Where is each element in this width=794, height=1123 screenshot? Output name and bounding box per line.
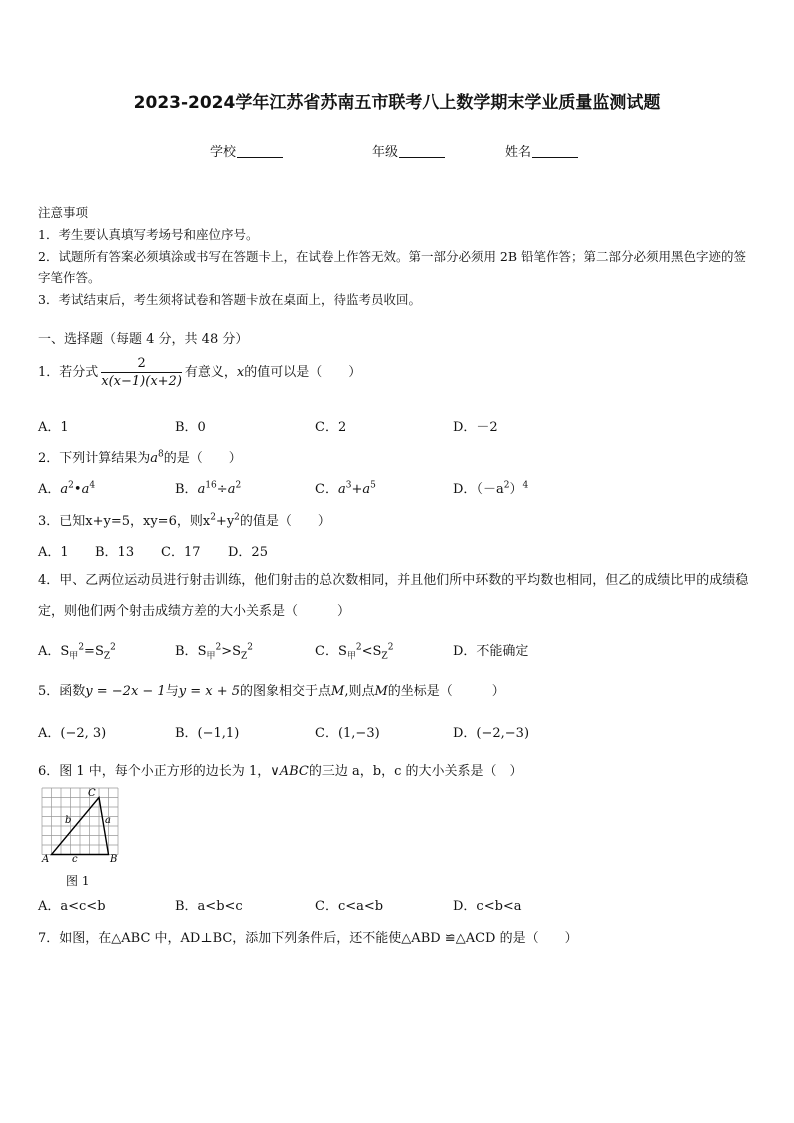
note-item: 2．试题所有答案必须填涂或书写在答题卡上，在试卷上作答无效。第一部分必须用 2B 铅笔作答；第二部分必须用黑色字迹的签字笔作答。 (38, 248, 747, 285)
page-title: 2023-2024学年江苏省苏南五市联考八上数学期末学业质量监测试题 (133, 93, 661, 113)
option-d[interactable]: D．不能确定 (453, 644, 529, 659)
figure-caption: 图 1 (66, 874, 90, 888)
option-d[interactable]: D．－2 (453, 420, 498, 435)
label-A: A (42, 854, 50, 865)
question-7: 7．如图，在△ABC 中，AD⊥BC，添加下列条件后，还不能使△ABD ≌△ACD 的是（ ） (38, 931, 578, 946)
note-item: 3．考试结束后，考生须将试卷和答题卡放在桌面上，待监考员收回。 (38, 291, 421, 307)
question-3: 3．已知x+y=5，xy=6，则$x^2+y^2$的值是（ ） (38, 512, 331, 529)
option-b[interactable]: B．$a^{16}\div a^2$ (175, 480, 242, 497)
option-a[interactable]: A．$a^2•a^4$ (38, 480, 96, 497)
option-c[interactable]: C．2 (315, 420, 347, 435)
option-a[interactable]: A．1 (38, 545, 69, 560)
option-c[interactable]: C．$a^3+a^5$ (315, 480, 376, 497)
option-d[interactable]: D．(−2,−3) (453, 726, 530, 741)
option-c[interactable]: C．c<a<b (315, 899, 384, 914)
label-B: B (110, 854, 118, 865)
section-heading: 一、选择题（每题 4 分，共 48 分） (38, 332, 249, 347)
name-field[interactable]: 姓名 (505, 141, 578, 160)
question-6: 6．图 1 中，每个小正方形的边长为 1，∨ABC的三边 a，b，c 的大小关系是（ ） (38, 764, 523, 779)
option-c[interactable]: C．$S_甲^2<S_Z^2$ (315, 642, 394, 662)
school-field[interactable]: 学校 (210, 141, 283, 160)
label-C: C (88, 788, 96, 799)
grade-field[interactable]: 年级 (372, 141, 445, 160)
figure-1 (40, 786, 122, 889)
option-a[interactable]: A．1 (38, 420, 69, 435)
option-c[interactable]: C．17 (161, 545, 201, 560)
option-b[interactable]: B．13 (95, 545, 135, 560)
option-a[interactable]: A．(−2, 3) (38, 726, 107, 741)
question-2: 2．下列计算结果为$a^8$的是（ ） (38, 449, 242, 466)
notes-list (38, 224, 758, 310)
option-d[interactable]: D．25 (228, 545, 268, 560)
notes-title: 注意事项 (38, 205, 89, 220)
fraction: $\frac{2}{x(x-1)(x+2)}$ (101, 356, 182, 389)
grid-triangle-diagram (40, 786, 122, 866)
option-a[interactable]: A．$S_甲^2=S_Z^2$ (38, 642, 116, 662)
option-a[interactable]: A．a<c<b (38, 899, 106, 914)
option-b[interactable]: B．(−1,1) (175, 726, 240, 741)
label-b: b (65, 815, 72, 826)
option-c[interactable]: C．(1,−3) (315, 726, 380, 741)
question-5: 5．函数y = −2x − 1与y = x + 5的图象相交于点M,则点M的坐标是（ ） (38, 684, 505, 699)
option-d[interactable]: D．c<b<a (453, 899, 522, 914)
label-c: c (72, 854, 78, 865)
option-b[interactable]: B．a<b<c (175, 899, 243, 914)
note-item: 1．考生要认真填写考场号和座位序号。 (38, 227, 259, 242)
question-1: 1．若分式 $\frac{2}{x(x-1)(x+2)}$ 有意义，x的值可以是（ ） (38, 356, 362, 389)
option-b[interactable]: B．0 (175, 420, 206, 435)
question-4: 4．甲、乙两位运动员进行射击训练，他们射击的总次数相同，并且他们所中环数的平均数也相同，但乙的成绩比甲的成绩稳定，则他们两个射击成绩方差的大小关系是（ ） (38, 573, 749, 619)
option-d[interactable]: D．$(-a^2)^4$ (453, 480, 529, 497)
label-a: a (105, 815, 111, 826)
option-b[interactable]: B．$S_甲^2>S_Z^2$ (175, 642, 254, 662)
